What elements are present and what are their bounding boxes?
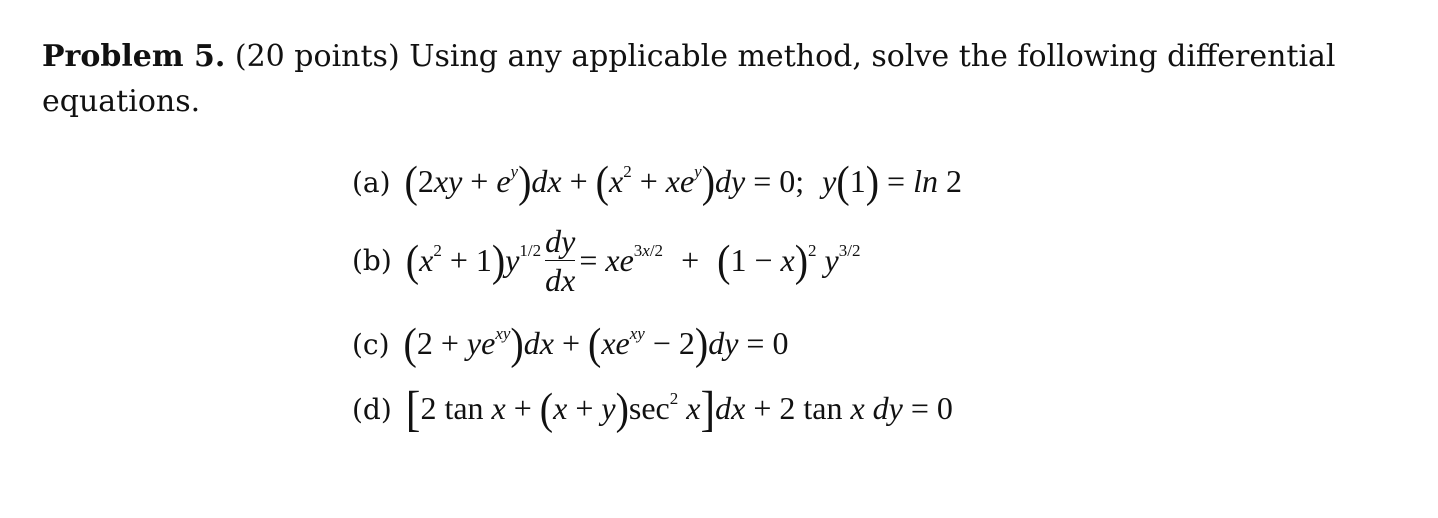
equation-d-math: [2 $\tan x + (x + y)\sec^2$ x]dx + 2 tan x dy = 0: [405, 382, 953, 437]
equation-b: (b) $(x^2 + 1)y^{1/2}$ $\frac{dy}{dx}$ = $xe^{3x/2} + (1 - x)^2$ $y^{3/2}$: [352, 223, 861, 298]
problem-heading: Problem 5.: [42, 39, 226, 74]
equation-b-label: (b): [352, 244, 392, 277]
problem-instruction: Using any applicable method, solve the following differential equations.: [42, 39, 1336, 119]
equation-d: [352, 384, 953, 444]
derivative-fraction: $\frac{dy}{dx}$: [545, 223, 576, 298]
equation-c-label: (c): [352, 328, 390, 361]
equation-c-math: $(2 + ye^{xy})dx + (xe^{xy} - 2)dy = 0$: [403, 318, 789, 369]
problem-statement: [42, 34, 1382, 124]
equation-a: [352, 158, 962, 218]
equation-b-math: $(x^2 + 1)y^{1/2}$: [405, 235, 542, 286]
equation-c: [352, 320, 788, 380]
equation-a-math: $(2xy + e^y)dx + (x^2 + xe^y)dy = 0$; y(1) = ln 2: [404, 156, 962, 207]
equation-a-label: (a): [352, 166, 391, 199]
problem-points: (20 points): [234, 39, 400, 74]
equation-d-label: (d): [352, 393, 392, 426]
